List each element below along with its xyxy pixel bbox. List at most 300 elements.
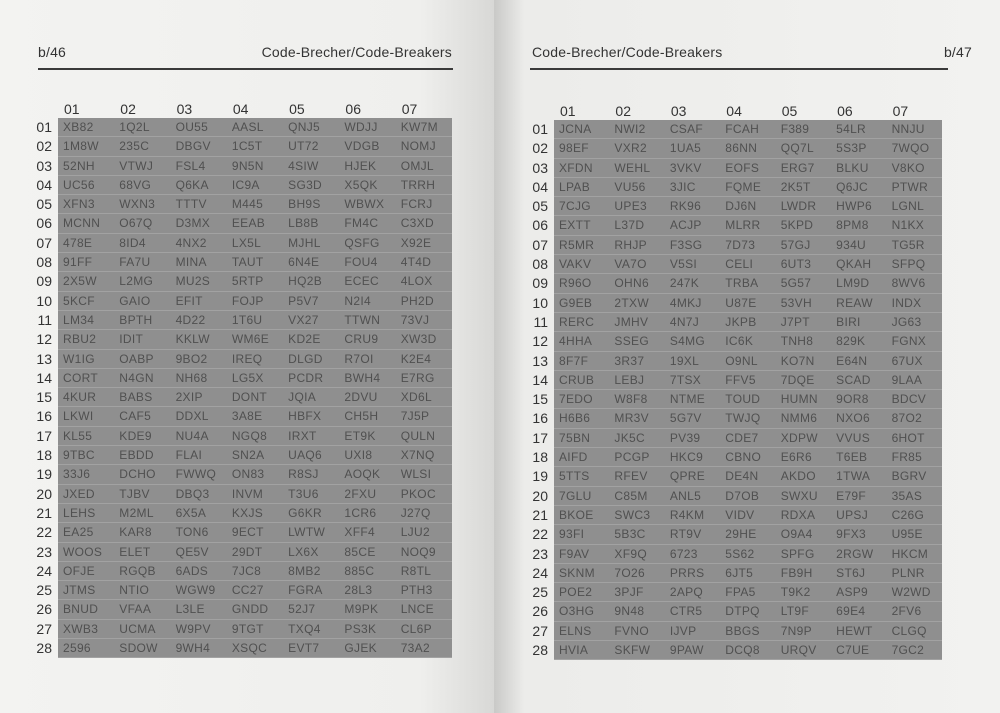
code-cell: ON83 <box>227 465 283 484</box>
code-cell: ASP9 <box>831 583 886 602</box>
code-cell: JMHV <box>609 313 664 332</box>
code-cell: XF9Q <box>609 545 664 564</box>
code-cell: FWWQ <box>171 465 227 484</box>
code-cell: 7O26 <box>609 564 664 583</box>
row-number: 24 <box>532 564 548 581</box>
row-number: 01 <box>36 119 52 135</box>
row-number: 06 <box>36 215 52 232</box>
code-cell: 9OR8 <box>831 390 886 409</box>
code-cell: N2I4 <box>339 292 395 311</box>
code-cell: UC56 <box>58 176 114 195</box>
code-cell: POE2 <box>554 583 609 602</box>
column-header: 02 <box>615 103 631 119</box>
code-cell: 5G7V <box>665 409 720 428</box>
code-cell: G9EB <box>554 294 609 313</box>
code-cell: BBGS <box>720 622 775 641</box>
code-cell: 9LAA <box>887 371 942 390</box>
code-cell: 4T4D <box>396 253 452 272</box>
code-cell: LEBJ <box>609 371 664 390</box>
code-cell: TAUT <box>227 253 283 272</box>
code-cell: 52NH <box>58 157 114 176</box>
code-cell: PLNR <box>887 564 942 583</box>
row-number: 23 <box>532 545 548 562</box>
code-cell: TRBA <box>720 274 775 293</box>
code-cell: KXJS <box>227 504 283 523</box>
code-cell: LKWI <box>58 407 114 426</box>
code-cell: 1CR6 <box>339 504 395 523</box>
code-cell: 478E <box>58 234 114 253</box>
code-cell: 28L3 <box>339 581 395 600</box>
code-cell: PCDR <box>283 369 339 388</box>
code-cell: RT9V <box>665 525 720 544</box>
code-cell: KW7M <box>396 118 452 137</box>
row-number: 14 <box>36 369 52 386</box>
code-cell: DE4N <box>720 467 775 486</box>
row-number: 15 <box>532 391 548 408</box>
code-cell: PKOC <box>396 485 452 504</box>
row-number: 18 <box>36 447 52 464</box>
code-cell: PTWR <box>887 178 942 197</box>
code-cell: EEAB <box>227 214 283 233</box>
code-cell: R5MR <box>554 236 609 255</box>
code-cell: LWTW <box>283 523 339 542</box>
code-cell: 4NX2 <box>171 234 227 253</box>
code-cell: E79F <box>831 487 886 506</box>
code-cell: FR85 <box>887 448 942 467</box>
code-cell: QSFG <box>339 234 395 253</box>
code-cell: EOFS <box>720 159 775 178</box>
code-cell: VIDV <box>720 506 775 525</box>
code-cell: FLAI <box>171 446 227 465</box>
row-number: 09 <box>532 275 548 292</box>
code-cell: VFAA <box>114 600 170 619</box>
code-cell: BKOE <box>554 506 609 525</box>
code-cell: 5KCF <box>58 292 114 311</box>
code-cell: MJHL <box>283 234 339 253</box>
code-cell: VU56 <box>609 178 664 197</box>
code-cell: C85M <box>609 487 664 506</box>
code-cell: EBDD <box>114 446 170 465</box>
code-cell: GJEK <box>339 639 395 658</box>
code-cell: 8PM8 <box>831 216 886 235</box>
code-cell: 2RGW <box>831 545 886 564</box>
code-cell: W1IG <box>58 350 114 369</box>
code-cell: AKDO <box>776 467 831 486</box>
code-cell: ERG7 <box>776 159 831 178</box>
code-cell: ET9K <box>339 427 395 446</box>
code-cell: C7UE <box>831 641 886 660</box>
header-rule <box>530 68 948 70</box>
code-cell: 6N4E <box>283 253 339 272</box>
row-number: 15 <box>36 389 52 406</box>
code-cell: UPSJ <box>831 506 886 525</box>
page-number: b/46 <box>38 44 67 60</box>
code-cell: GNDD <box>227 600 283 619</box>
code-cell: 9TBC <box>58 446 114 465</box>
code-cell: KAR8 <box>114 523 170 542</box>
code-cell: 1Q2L <box>114 118 170 137</box>
code-cell: 6JT5 <box>720 564 775 583</box>
code-cell: 52J7 <box>283 600 339 619</box>
code-cell: 9TGT <box>227 620 283 639</box>
code-cell: 1UA5 <box>665 139 720 158</box>
code-cell: VVUS <box>831 429 886 448</box>
code-cell: RFEV <box>609 467 664 486</box>
code-cell: DJ6N <box>720 197 775 216</box>
code-cell: T6EB <box>831 448 886 467</box>
code-cell: XW3D <box>396 330 452 349</box>
code-cell: 2TXW <box>609 294 664 313</box>
code-cell: R4KM <box>665 506 720 525</box>
row-number: 26 <box>532 603 548 620</box>
code-cell: FQME <box>720 178 775 197</box>
row-number: 01 <box>532 121 548 137</box>
code-cell: S4MG <box>665 332 720 351</box>
code-cell: LEHS <box>58 504 114 523</box>
code-cell: 1M8W <box>58 137 114 156</box>
code-cell: DDXL <box>171 407 227 426</box>
code-cell: 3PJF <box>609 583 664 602</box>
code-cell: F3SG <box>665 236 720 255</box>
code-cell: HWP6 <box>831 197 886 216</box>
code-cell: BDCV <box>887 390 942 409</box>
code-cell: X7NQ <box>396 446 452 465</box>
row-number: 23 <box>36 543 52 560</box>
code-cell: BLKU <box>831 159 886 178</box>
page-number: b/47 <box>943 44 972 60</box>
code-cell: L3LE <box>171 600 227 619</box>
code-cell: FSL4 <box>171 157 227 176</box>
code-cell: 9N48 <box>609 602 664 621</box>
code-cell: LT9F <box>776 602 831 621</box>
row-number: 20 <box>36 485 52 502</box>
code-cell: 87O2 <box>887 409 942 428</box>
code-cell: XB82 <box>58 118 114 137</box>
code-cell: QULN <box>396 427 452 446</box>
code-cell: XFN3 <box>58 195 114 214</box>
code-cell: FPA5 <box>720 583 775 602</box>
code-cell: 7GC2 <box>887 641 942 660</box>
code-cell: QE5V <box>171 543 227 562</box>
row-number: 11 <box>37 311 52 328</box>
code-cell: XFDN <box>554 159 609 178</box>
code-cell: ELNS <box>554 622 609 641</box>
code-cell: 9BO2 <box>171 350 227 369</box>
code-cell: SPFG <box>776 545 831 564</box>
code-cell: HUMN <box>776 390 831 409</box>
code-cell: XDPW <box>776 429 831 448</box>
code-cell: 5G57 <box>776 274 831 293</box>
code-cell: 934U <box>831 236 886 255</box>
code-cell: 9ECT <box>227 523 283 542</box>
code-cell: F9AV <box>554 545 609 564</box>
code-cell: 93FI <box>554 525 609 544</box>
row-number: 05 <box>36 196 52 213</box>
code-cell: 69E4 <box>831 602 886 621</box>
code-cell: 3VKV <box>665 159 720 178</box>
code-cell: BABS <box>114 388 170 407</box>
code-cell: 7DQE <box>776 371 831 390</box>
row-number: 02 <box>36 138 52 155</box>
code-cell: TG5R <box>887 236 942 255</box>
code-cell: RBU2 <box>58 330 114 349</box>
code-cell: LPAB <box>554 178 609 197</box>
code-cell: FGRA <box>283 581 339 600</box>
code-cell: HKCM <box>887 545 942 564</box>
code-cell: TON6 <box>171 523 227 542</box>
code-cell: E7RG <box>396 369 452 388</box>
code-cell: PTH3 <box>396 581 452 600</box>
code-cell: SG3D <box>283 176 339 195</box>
code-cell: MLRR <box>720 216 775 235</box>
code-cell: W9PV <box>171 620 227 639</box>
code-cell: OMJL <box>396 157 452 176</box>
code-cell: KDE9 <box>114 427 170 446</box>
code-cell: 73A2 <box>396 639 452 658</box>
row-number: 20 <box>532 487 548 504</box>
code-cell: 7EDO <box>554 390 609 409</box>
code-cell: 4LOX <box>396 272 452 291</box>
code-cell: VDGB <box>339 137 395 156</box>
code-cell: NOQ9 <box>396 543 452 562</box>
code-cell: X5QK <box>339 176 395 195</box>
code-cell: X92E <box>396 234 452 253</box>
row-number: 07 <box>36 234 52 251</box>
code-cell: J7PT <box>776 313 831 332</box>
column-header: 06 <box>345 101 361 117</box>
code-cell: 2FXU <box>339 485 395 504</box>
row-number: 17 <box>532 429 548 446</box>
code-cell: WM6E <box>227 330 283 349</box>
code-cell: NGQ8 <box>227 427 283 446</box>
code-cell: XWB3 <box>58 620 114 639</box>
code-cell: 4N7J <box>665 313 720 332</box>
row-number: 04 <box>36 176 52 193</box>
code-cell: DTPQ <box>720 602 775 621</box>
code-cell: FOU4 <box>339 253 395 272</box>
code-cell: NMM6 <box>776 409 831 428</box>
code-cell: CSAF <box>665 120 720 139</box>
row-number: 09 <box>36 273 52 290</box>
code-cell: RHJP <box>609 236 664 255</box>
code-cell: IC9A <box>227 176 283 195</box>
code-cell: 2X5W <box>58 272 114 291</box>
code-cell: F389 <box>776 120 831 139</box>
code-cell: 67UX <box>887 352 942 371</box>
row-number: 16 <box>532 410 548 427</box>
code-cell: JK5C <box>609 429 664 448</box>
code-cell: 4D22 <box>171 311 227 330</box>
code-cell: OABP <box>114 350 170 369</box>
code-cell: V5SI <box>665 255 720 274</box>
code-cell: MR3V <box>609 409 664 428</box>
code-cell: 54LR <box>831 120 886 139</box>
code-cell: JXED <box>58 485 114 504</box>
code-cell: LX6X <box>283 543 339 562</box>
code-cell: H6B6 <box>554 409 609 428</box>
code-cell: NXO6 <box>831 409 886 428</box>
code-cell: RK96 <box>665 197 720 216</box>
code-cell: LG5X <box>227 369 283 388</box>
code-cell: JTMS <box>58 581 114 600</box>
code-table <box>30 101 452 658</box>
code-cell: AASL <box>227 118 283 137</box>
code-cell: PS3K <box>339 620 395 639</box>
row-number: 08 <box>36 254 52 271</box>
row-number: 03 <box>532 159 548 176</box>
code-cell: L2MG <box>114 272 170 291</box>
code-cell: 9PAW <box>665 641 720 660</box>
right-page <box>494 0 1000 713</box>
left-page <box>0 0 494 713</box>
code-cell: 885C <box>339 562 395 581</box>
code-cell: 3JIC <box>665 178 720 197</box>
running-title: Code-Brecher/Code-Breakers <box>261 44 452 60</box>
code-cell: BH9S <box>283 195 339 214</box>
code-cell: HKC9 <box>665 448 720 467</box>
code-cell: 2596 <box>58 639 114 658</box>
code-cell: KL55 <box>58 427 114 446</box>
code-cell: IREQ <box>227 350 283 369</box>
code-cell: DCQ8 <box>720 641 775 660</box>
row-number: 03 <box>36 157 52 174</box>
code-cell: CC27 <box>227 581 283 600</box>
code-cell: OHN6 <box>609 274 664 293</box>
code-cell: EA25 <box>58 523 114 542</box>
running-title: Code-Brecher/Code-Breakers <box>532 44 723 60</box>
code-cell: INDX <box>887 294 942 313</box>
code-cell: 8WV6 <box>887 274 942 293</box>
code-cell: KKLW <box>171 330 227 349</box>
code-cell: M2ML <box>114 504 170 523</box>
code-cell: M445 <box>227 195 283 214</box>
code-cell: XD6L <box>396 388 452 407</box>
code-cell: HEWT <box>831 622 886 641</box>
column-header: 05 <box>289 101 305 117</box>
code-cell: R8SJ <box>283 465 339 484</box>
code-cell: LX5L <box>227 234 283 253</box>
code-cell: 7D73 <box>720 236 775 255</box>
code-cell: WDJJ <box>339 118 395 137</box>
row-number: 22 <box>532 526 548 543</box>
row-number: 25 <box>36 582 52 599</box>
code-cell: 7JC8 <box>227 562 283 581</box>
code-cell: MINA <box>171 253 227 272</box>
header-rule <box>38 68 453 70</box>
code-cell: LGNL <box>887 197 942 216</box>
code-cell: QPRE <box>665 467 720 486</box>
code-cell: QNJ5 <box>283 118 339 137</box>
code-cell: D7OB <box>720 487 775 506</box>
column-header: 03 <box>176 101 193 117</box>
code-cell: 7CJG <box>554 197 609 216</box>
code-cell: 829K <box>831 332 886 351</box>
code-cell: PCGP <box>609 448 664 467</box>
code-cell: 85CE <box>339 543 395 562</box>
code-cell: 4HHA <box>554 332 609 351</box>
code-cell: 4KUR <box>58 388 114 407</box>
code-cell: CELI <box>720 255 775 274</box>
code-cell: EXTT <box>554 216 609 235</box>
code-cell: 1TWA <box>831 467 886 486</box>
code-cell: 98EF <box>554 139 609 158</box>
code-cell: K2E4 <box>396 350 452 369</box>
code-cell: 19XL <box>665 352 720 371</box>
code-cell: SWC3 <box>609 506 664 525</box>
row-number: 18 <box>532 449 548 466</box>
row-number: 13 <box>36 350 52 367</box>
code-cell: U95E <box>887 525 942 544</box>
code-cell: WXN3 <box>114 195 170 214</box>
code-cell: 4MKJ <box>665 294 720 313</box>
code-cell: HVIA <box>554 641 609 660</box>
row-number: 19 <box>36 466 52 483</box>
code-cell: HJEK <box>339 157 395 176</box>
code-cell: 57GJ <box>776 236 831 255</box>
code-cell: 7GLU <box>554 487 609 506</box>
code-cell: FM4C <box>339 214 395 233</box>
code-cell: VA7O <box>609 255 664 274</box>
code-cell: 9FX3 <box>831 525 886 544</box>
code-cell: SCAD <box>831 371 886 390</box>
column-header: 06 <box>837 103 853 119</box>
code-cell: 73VJ <box>396 311 452 330</box>
code-cell: 5RTP <box>227 272 283 291</box>
code-cell: FB9H <box>776 564 831 583</box>
code-cell: 8MB2 <box>283 562 339 581</box>
code-cell: OU55 <box>171 118 227 137</box>
code-cell: 29HE <box>720 525 775 544</box>
code-cell: ELET <box>114 543 170 562</box>
code-cell: UT72 <box>283 137 339 156</box>
row-number: 27 <box>532 622 548 639</box>
code-cell: 3R37 <box>609 352 664 371</box>
row-number: 19 <box>532 468 548 485</box>
code-cell: LM9D <box>831 274 886 293</box>
code-cell: XSQC <box>227 639 283 658</box>
row-number: 12 <box>532 333 548 350</box>
code-cell: WOOS <box>58 543 114 562</box>
code-cell: 6UT3 <box>776 255 831 274</box>
column-header: 01 <box>560 103 576 119</box>
code-cell: CTR5 <box>665 602 720 621</box>
column-header: 07 <box>892 103 909 119</box>
code-cell: ECEC <box>339 272 395 291</box>
code-cell: UPE3 <box>609 197 664 216</box>
code-cell: TWJQ <box>720 409 775 428</box>
code-cell: 9WH4 <box>171 639 227 658</box>
code-cell: V8KO <box>887 159 942 178</box>
code-cell: 1T6U <box>227 311 283 330</box>
row-number: 16 <box>36 408 52 425</box>
code-cell: JKPB <box>720 313 775 332</box>
code-cell: WGW9 <box>171 581 227 600</box>
code-cell: MCNN <box>58 214 114 233</box>
code-cell: 1C5T <box>227 137 283 156</box>
code-cell: 2FV6 <box>887 602 942 621</box>
code-cell: IC6K <box>720 332 775 351</box>
code-cell: 29DT <box>227 543 283 562</box>
code-cell: IJVP <box>665 622 720 641</box>
code-cell: DONT <box>227 388 283 407</box>
code-cell: L37D <box>609 216 664 235</box>
code-cell: LJU2 <box>396 523 452 542</box>
code-cell: 2K5T <box>776 178 831 197</box>
code-cell: SKNM <box>554 564 609 583</box>
code-cell: FFV5 <box>720 371 775 390</box>
code-cell: R7OI <box>339 350 395 369</box>
code-cell: CL6P <box>396 620 452 639</box>
